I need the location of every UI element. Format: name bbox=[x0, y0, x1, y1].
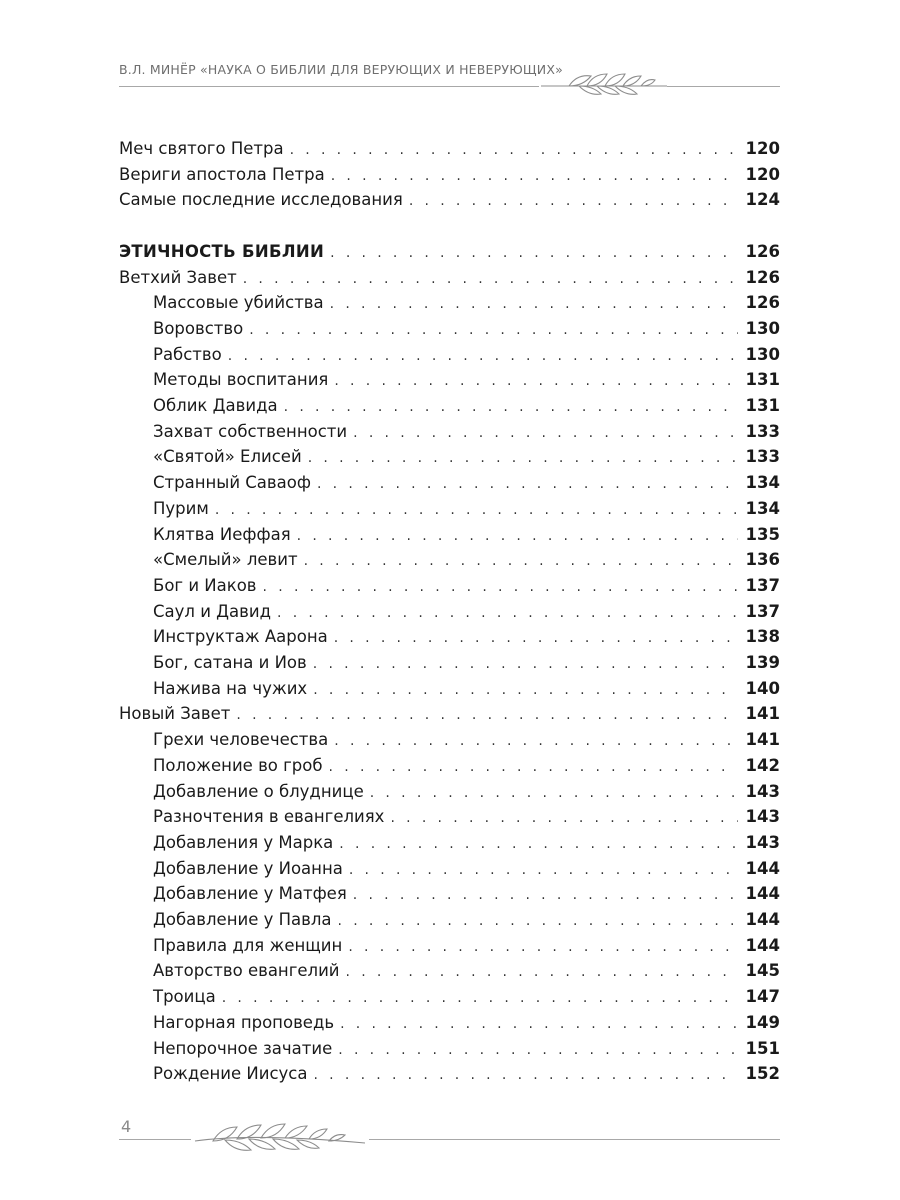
toc-page-number: 144 bbox=[745, 858, 780, 878]
dot-leader bbox=[243, 267, 738, 293]
dot-leader bbox=[263, 575, 738, 601]
toc-entry bbox=[153, 470, 780, 496]
toc-entry-title: Разночтения в евангелиях bbox=[153, 807, 385, 827]
toc-entry-title: Захват собственности bbox=[153, 421, 348, 441]
toc-page-number: 134 bbox=[745, 498, 780, 518]
dot-leader bbox=[338, 1038, 737, 1064]
toc-entry-title: Пурим bbox=[153, 498, 209, 518]
dot-leader bbox=[308, 446, 738, 472]
running-title: В.Л. МИНЁР «НАУКА О БИБЛИИ ДЛЯ ВЕРУЮЩИХ И НЕВЕРУЮЩИХ» bbox=[119, 62, 563, 77]
toc-page-number: 130 bbox=[745, 318, 780, 338]
toc-entry bbox=[153, 856, 780, 882]
toc-page-number: 138 bbox=[745, 627, 780, 647]
toc-entry bbox=[153, 1061, 780, 1087]
toc-entry bbox=[153, 650, 780, 676]
toc-entry-title: Непорочное зачатие bbox=[153, 1038, 333, 1058]
toc-entry bbox=[153, 779, 780, 805]
dot-leader bbox=[222, 986, 738, 1012]
toc-page-number: 137 bbox=[745, 575, 780, 595]
toc-entry-title: Вериги апостола Петра bbox=[119, 164, 325, 184]
dot-leader bbox=[346, 960, 738, 986]
toc-entry-title: Рабство bbox=[153, 344, 222, 364]
toc-entry bbox=[153, 367, 780, 393]
toc-page-number: 126 bbox=[745, 267, 780, 287]
toc-entry bbox=[153, 444, 780, 470]
toc-entry-title: Методы воспитания bbox=[153, 370, 329, 390]
toc-page-number: 142 bbox=[745, 755, 780, 775]
toc-entry bbox=[153, 342, 780, 368]
dot-leader bbox=[297, 524, 738, 550]
dot-leader bbox=[409, 189, 738, 215]
toc-page-number: 135 bbox=[745, 524, 780, 544]
toc-entry-title: Воровство bbox=[153, 318, 244, 338]
dot-leader bbox=[390, 806, 737, 832]
dot-leader bbox=[334, 626, 738, 652]
toc-section-heading bbox=[119, 239, 780, 265]
toc-page-number: 152 bbox=[745, 1064, 780, 1084]
header-rule bbox=[119, 86, 539, 87]
dot-leader bbox=[353, 883, 738, 909]
toc-page-number: 131 bbox=[745, 370, 780, 390]
page-footer bbox=[119, 1115, 780, 1155]
dot-leader bbox=[236, 703, 737, 729]
toc-entry bbox=[153, 316, 780, 342]
toc-page-number: 144 bbox=[745, 910, 780, 929]
toc-page-number: 137 bbox=[745, 601, 780, 621]
toc-entry-title: Новый Завет bbox=[119, 704, 231, 724]
dot-leader bbox=[349, 858, 738, 884]
toc-entry-title: «Святой» Елисей bbox=[153, 447, 302, 467]
footer-rule bbox=[369, 1139, 780, 1140]
toc-page-number: 144 bbox=[745, 884, 780, 904]
toc-entry-title: Нагорная проповедь bbox=[153, 1012, 335, 1032]
page-number: 4 bbox=[121, 1117, 132, 1136]
dot-leader bbox=[340, 1012, 737, 1038]
toc-page-number: 130 bbox=[745, 344, 780, 364]
toc-entry bbox=[153, 419, 780, 445]
toc-page-number: 136 bbox=[745, 550, 780, 570]
toc-entry bbox=[153, 958, 780, 984]
toc-page-number: 151 bbox=[745, 1038, 780, 1058]
header-rule bbox=[667, 86, 780, 87]
toc-page-number: 131 bbox=[745, 396, 780, 415]
toc-entry-title: Самые последние исследования bbox=[119, 190, 403, 210]
toc-entry bbox=[153, 753, 780, 779]
dot-leader bbox=[330, 241, 737, 267]
toc-entry-title: Бог и Иаков bbox=[153, 575, 257, 595]
toc-entry-title: Добавления у Марка bbox=[153, 832, 334, 852]
dot-leader bbox=[249, 318, 737, 344]
dot-leader bbox=[317, 472, 738, 498]
toc-entry bbox=[153, 727, 780, 753]
toc-entry bbox=[153, 290, 780, 316]
toc-page-number: 126 bbox=[745, 293, 780, 313]
toc-entry-title: Ветхий Завет bbox=[119, 267, 237, 287]
dot-leader bbox=[338, 909, 738, 935]
toc-page-number: 139 bbox=[745, 653, 780, 672]
toc-entry-title: Странный Саваоф bbox=[153, 473, 311, 493]
dot-leader bbox=[313, 678, 737, 704]
dot-leader bbox=[339, 832, 737, 858]
toc-entry bbox=[153, 496, 780, 522]
toc-entry bbox=[153, 907, 780, 933]
dot-leader bbox=[277, 601, 738, 627]
toc-entry-title: Нажива на чужих bbox=[153, 678, 308, 698]
toc-page-number: 141 bbox=[745, 730, 780, 750]
dot-leader bbox=[313, 652, 738, 678]
toc-page-number: 143 bbox=[745, 832, 780, 852]
toc-entry-title: Положение во гроб bbox=[153, 755, 323, 775]
dot-leader bbox=[334, 729, 737, 755]
toc-page-number: 134 bbox=[745, 473, 780, 493]
dot-leader bbox=[313, 1063, 737, 1089]
toc-entry bbox=[153, 599, 780, 625]
toc-entry-title: Авторство евангелий bbox=[153, 961, 340, 981]
toc-page-number: 126 bbox=[745, 241, 780, 261]
dot-leader bbox=[331, 164, 738, 190]
dot-leader bbox=[330, 292, 738, 318]
toc-entry-title: Облик Давида bbox=[153, 396, 278, 415]
toc-entry-title: Добавление о блуднице bbox=[153, 781, 364, 801]
laurel-branch-icon bbox=[193, 1119, 368, 1159]
toc-page-number: 133 bbox=[745, 447, 780, 467]
toc-entry-title: Добавление у Матфея bbox=[153, 884, 347, 904]
toc-entry bbox=[119, 265, 780, 291]
toc-entry bbox=[119, 136, 780, 162]
toc-entry-title: Саул и Давид bbox=[153, 601, 272, 621]
toc-entry bbox=[119, 701, 780, 727]
toc-entry-title: «Смелый» левит bbox=[153, 550, 298, 570]
toc-page-number: 140 bbox=[745, 678, 780, 698]
toc-entry-title: Добавление у Иоанна bbox=[153, 858, 343, 878]
toc-entry bbox=[153, 1036, 780, 1062]
toc-entry-title: Массовые убийства bbox=[153, 293, 324, 313]
dot-leader bbox=[329, 755, 738, 781]
toc-entry-title: Меч святого Петра bbox=[119, 139, 284, 158]
toc-page-number: 120 bbox=[745, 139, 780, 158]
toc-entry-title: Рождение Иисуса bbox=[153, 1064, 308, 1084]
toc-entry bbox=[153, 522, 780, 548]
dot-leader bbox=[284, 395, 738, 421]
toc-entry-title: Инструктаж Аарона bbox=[153, 627, 328, 647]
toc-entry-title: ЭТИЧНОСТЬ БИБЛИИ bbox=[119, 241, 325, 261]
toc-entry bbox=[153, 393, 780, 419]
toc-page-number: 143 bbox=[745, 807, 780, 827]
toc-page-number: 133 bbox=[745, 421, 780, 441]
footer-rule bbox=[119, 1139, 191, 1140]
dot-leader bbox=[334, 369, 737, 395]
toc-entry-title: Бог, сатана и Иов bbox=[153, 653, 307, 672]
toc-entry bbox=[119, 162, 780, 188]
dot-leader bbox=[228, 344, 738, 370]
dot-leader bbox=[353, 421, 737, 447]
dot-leader bbox=[215, 498, 738, 524]
dot-leader bbox=[290, 138, 738, 164]
toc-page-number: 147 bbox=[745, 987, 780, 1007]
toc-entry-title: Клятва Иеффая bbox=[153, 524, 291, 544]
toc-entry-title: Грехи человечества bbox=[153, 730, 329, 750]
laurel-branch-icon bbox=[539, 68, 669, 100]
toc-entry bbox=[153, 676, 780, 702]
toc-page-number: 120 bbox=[745, 164, 780, 184]
toc-entry bbox=[153, 624, 780, 650]
toc-entry-title: Добавление у Павла bbox=[153, 910, 332, 929]
toc-page-number: 145 bbox=[745, 961, 780, 981]
toc-entry bbox=[153, 804, 780, 830]
toc-entry bbox=[153, 547, 780, 573]
toc-page-number: 149 bbox=[745, 1012, 780, 1032]
toc-entry bbox=[153, 830, 780, 856]
toc-entry bbox=[153, 881, 780, 907]
toc-page-number: 141 bbox=[745, 704, 780, 724]
running-header bbox=[119, 60, 780, 100]
toc-entry bbox=[153, 984, 780, 1010]
dot-leader bbox=[370, 781, 738, 807]
toc-entry-title: Троица bbox=[153, 987, 216, 1007]
toc-entry-title: Правила для женщин bbox=[153, 935, 343, 955]
toc-entry bbox=[153, 933, 780, 959]
toc-entry bbox=[119, 187, 780, 213]
dot-leader bbox=[304, 549, 738, 575]
toc-page-number: 124 bbox=[745, 190, 780, 210]
toc-entry bbox=[153, 573, 780, 599]
dot-leader bbox=[348, 935, 737, 961]
toc-entry bbox=[153, 1010, 780, 1036]
toc-page-number: 144 bbox=[745, 935, 780, 955]
toc-page-number: 143 bbox=[745, 781, 780, 801]
